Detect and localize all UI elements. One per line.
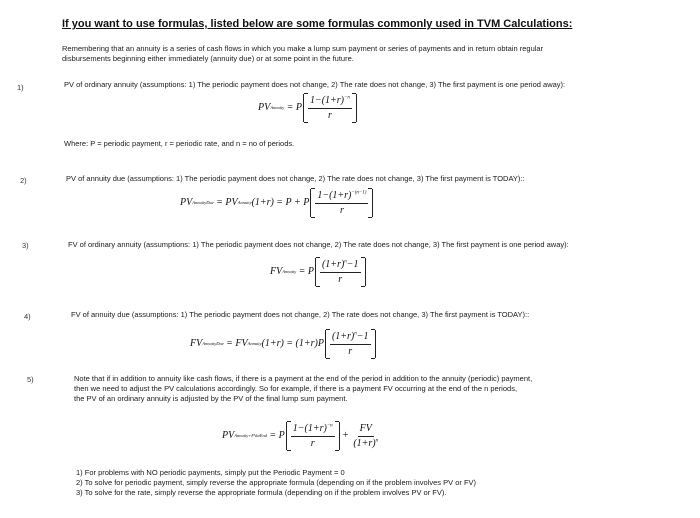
page-title: If you want to use formulas, listed below are some formulas commonly used in TVM Calculations: [62, 18, 573, 30]
formula-fraction [330, 330, 371, 358]
formula-pv-ordinary-annuity [258, 94, 357, 122]
formula-symbol: FV [235, 338, 248, 350]
formula-operator: = [299, 266, 305, 278]
footer-notes [76, 468, 476, 498]
formula-symbol: FV [190, 338, 203, 350]
formula-subscript: Annuity [270, 104, 285, 110]
formula-symbol: PV [258, 102, 271, 114]
formula-numerator: $1-(1+r)^{-n}$ [291, 422, 335, 437]
item-number-5: 5) [27, 375, 34, 384]
footer-note-1: 1) For problems with NO periodic payments, simply put the Periodic Payment = 0 [76, 468, 345, 477]
item-text-2: PV of annuity due (assumptions: 1) The periodic payment does not change, 2) The rate does not change, 3) The first payment is TODAY):: [66, 174, 525, 183]
formula-operator: = [287, 102, 293, 114]
formula-bracket [303, 94, 357, 122]
formula-fraction [315, 189, 368, 217]
formula-subscript: Annuity [237, 199, 252, 205]
formula-subscript: AnnuityDue [202, 340, 224, 346]
footer-note-3: 3) To solve for the rate, simply reverse the appropriate formula (depending on if the problem involves PV or FV). [76, 488, 447, 498]
formula-symbol: FV [270, 266, 283, 278]
formula-subscript: Annuity+FVatEnd [234, 432, 267, 438]
formula-term: P + P [285, 197, 310, 209]
formula-fraction [291, 422, 335, 450]
item-number-4: 4) [24, 312, 31, 321]
formula-subscript: Annuity [247, 340, 262, 346]
intro-line-1: Remembering that an annuity is a series of cash flows in which you make a lump sum payment or series of payments and in return obtain regular [62, 44, 544, 53]
where-definition: Where: P = periodic payment, r = periodic rate, and n = no of periods. [64, 139, 295, 148]
item-number-2: 2) [20, 176, 27, 185]
formula-denominator: r [310, 437, 315, 449]
formula-bracket [325, 330, 376, 358]
formula-operator: = [226, 338, 233, 350]
item-number-3: 3) [22, 241, 29, 250]
item-text-1: PV of ordinary annuity (assumptions: 1) The periodic payment does not change, 2) The rate does not change, 3) The first payment is one period away): [64, 80, 566, 89]
formula-bracket [286, 422, 340, 450]
formula-subscript: AnnuityDue [192, 199, 214, 205]
formula-bracket [315, 258, 366, 286]
formula-numerator: $1-(1+r)^{-n}$ [308, 94, 352, 109]
formula-denominator: r [348, 345, 353, 357]
formula-fv-ordinary-annuity [270, 258, 366, 286]
formula-symbol: P [278, 430, 285, 442]
formula-numerator: $(1+r)^n-1$ [330, 330, 371, 345]
formula-term: (1+r) [251, 197, 274, 209]
item-text-4: FV of annuity due (assumptions: 1) The periodic payment does not change, 2) The rate does not change, 3) The first payment is TODAY):: [71, 310, 530, 319]
formula-fraction [320, 258, 361, 286]
formula-symbol: PV [225, 197, 238, 209]
formula-term: (1+r) [295, 338, 318, 350]
formula-operator: + [342, 430, 349, 442]
formula-subscript: Annuity [282, 268, 297, 274]
formula-symbol: P [307, 266, 314, 278]
formula-fraction [308, 94, 352, 122]
note-line: Note that if in addition to annuity like cash flows, if there is a payment at the end of the period in addition to the annuity (periodic) payment, [74, 374, 533, 383]
formula-symbol: P [317, 338, 324, 350]
formula-pv-annuity-plus-fv [222, 422, 380, 450]
item-text-3: FV of ordinary annuity (assumptions: 1) The periodic payment does not change, 2) The rate does not change, 3) The first payment is one period away): [68, 240, 569, 249]
note-line: then we need to adjust the PV calculations accordingly. So for example, if there is a payment FV occurring at the end of the n periods, [74, 384, 518, 394]
formula-fv-annuity-due [190, 330, 376, 358]
item-number-1: 1) [17, 83, 24, 92]
formula-operator: = [286, 338, 293, 350]
footer-note-2: 2) To solve for periodic payment, simply reverse the appropriate formula (depending on if the problem involves PV or FV) [76, 478, 477, 488]
formula-pv-annuity-due [180, 189, 373, 217]
note-line: the PV of an ordinary annuity is adjusted by the PV of the final lump sum payment. [74, 394, 348, 404]
intro-line-2: disbursements beginning either immediately (annuity due) or at some point in the future. [62, 54, 354, 64]
formula-denominator: $(1+r)^n$ [353, 437, 379, 449]
formula-numerator: FV [358, 422, 374, 437]
formula-fraction [351, 422, 380, 450]
formula-operator: = [270, 430, 276, 442]
formula-term: (1+r) [261, 338, 284, 350]
formula-symbol: PV [222, 430, 235, 442]
formula-operator: = [216, 197, 223, 209]
item-note-5 [74, 374, 544, 404]
formula-operator: = [276, 197, 283, 209]
formula-numerator: $(1+r)^n-1$ [320, 258, 361, 273]
formula-symbol: P [295, 102, 302, 114]
formula-numerator: $1-(1+r)^{-(n-1)}$ [315, 189, 368, 204]
intro-paragraph [62, 44, 642, 64]
formula-bracket [310, 189, 373, 217]
formula-denominator: r [339, 204, 344, 216]
formula-denominator: r [338, 273, 343, 285]
formula-denominator: r [327, 109, 332, 121]
formula-symbol: PV [180, 197, 193, 209]
